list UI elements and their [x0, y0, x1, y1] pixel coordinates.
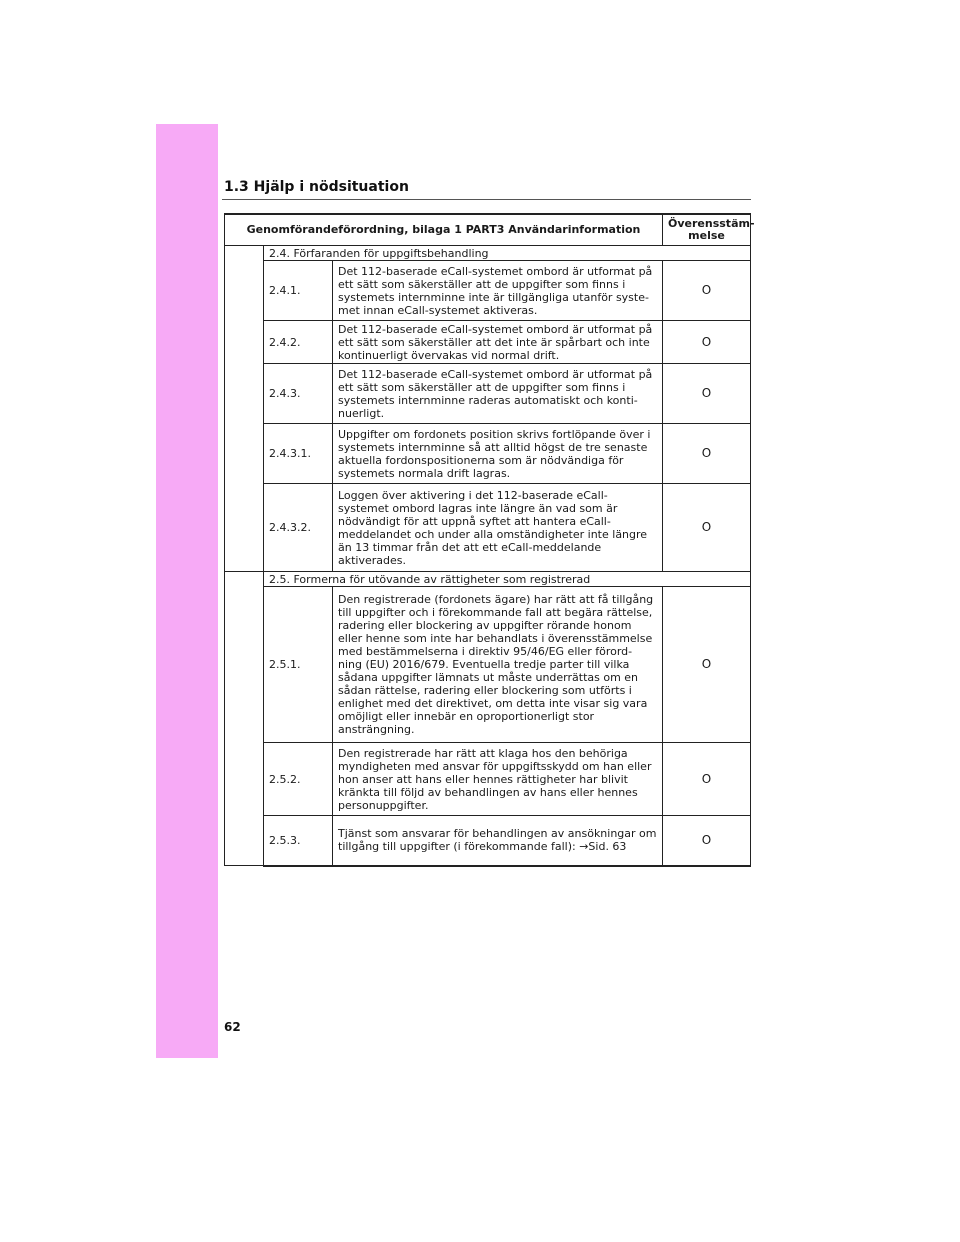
row-conformity: O [663, 816, 751, 866]
row-number: 2.5.1. [264, 587, 333, 743]
row-text: Det 112-baserade eCall-systemet ombord är utformat på ett sätt som säkerställer att de uppgifter som finns i systemets internminne raderas automatiskt och konti- nuerligt. [333, 364, 663, 424]
row-text: Den registrerade har rätt att klaga hos den behöriga myndigheten med ansvar för uppgiftsskydd om han eller hon anser att hans eller hennes rättigheter har blivit kränkta till följd av behandlingen av hans eller hennes personuppgifter. [333, 743, 663, 816]
row-text: Det 112-baserade eCall-systemet ombord är utformat på ett sätt som säkerställer att de uppgifter som finns i systemets internminne inte är tillgängliga utanför syste- met innan eCall-systemet aktiveras. [333, 261, 663, 321]
table-row [225, 261, 751, 321]
row-conformity: O [663, 424, 751, 484]
row-conformity: O [663, 261, 751, 321]
row-number: 2.5.3. [264, 816, 333, 866]
table-row [225, 587, 751, 743]
group-indent-cell [225, 572, 264, 866]
row-number: 2.4.3.2. [264, 484, 333, 572]
table-row [225, 743, 751, 816]
row-text: Tjänst som ansvarar för behandlingen av ansökningar om tillgång till uppgifter (i förekommande fall): →Sid. 63 [333, 816, 663, 866]
group-heading: 2.5. Formerna för utövande av rättigheter som registrerad [264, 572, 751, 587]
row-number: 2.4.3.1. [264, 424, 333, 484]
group-heading: 2.4. Förfaranden för uppgiftsbehandling [264, 246, 751, 261]
section-title: 1.3 Hjälp i nödsituation [224, 179, 409, 195]
row-number: 2.4.1. [264, 261, 333, 321]
table-row [225, 484, 751, 572]
title-divider [222, 199, 751, 200]
row-conformity: O [663, 364, 751, 424]
conformity-table [224, 213, 755, 867]
row-text: Det 112-baserade eCall-systemet ombord är utformat på ett sätt som säkerställer att det inte är spårbart och inte kontinuerligt övervakas vid normal drift. [333, 321, 663, 364]
row-text: Den registrerade (fordonets ägare) har rätt att få tillgång till uppgifter och i förekommande fall att begära rättelse, radering eller blockering av uppgifter rörande honom eller henne som inte har behandlats i överensstämmelse med bestämmelserna i direktiv 95/46/EG eller förord- ning (EU) 2016/679. Eventuella tredje parter till vilka sådana uppgifter lämnats ut måste underrättas om en sådan rättelse, radering eller blockering som utförts i enlighet med det direktivet, om detta inte visar sig vara omöjligt eller innebär en oproportionerligt stor ansträngning. [333, 587, 663, 743]
header-regulation: Genomförandeförordning, bilaga 1 PART3 Användarinformation [225, 214, 663, 246]
row-number: 2.4.3. [264, 364, 333, 424]
group-heading-row [225, 572, 751, 587]
table-row [225, 321, 751, 364]
group-heading-row [225, 246, 751, 261]
row-number: 2.4.2. [264, 321, 333, 364]
chapter-side-tab [156, 124, 218, 1058]
header-conformity: Överensstäm- melse [663, 214, 751, 246]
page-number: 62 [224, 1020, 241, 1034]
row-number: 2.5.2. [264, 743, 333, 816]
table-row [225, 424, 751, 484]
table-header-row [225, 214, 751, 246]
table-row [225, 816, 751, 866]
row-conformity: O [663, 743, 751, 816]
row-conformity: O [663, 484, 751, 572]
row-conformity: O [663, 321, 751, 364]
row-conformity: O [663, 587, 751, 743]
table-row [225, 364, 751, 424]
group-indent-cell [225, 246, 264, 572]
row-text: Uppgifter om fordonets position skrivs fortlöpande över i systemets internminne så att alltid högst de tre senaste aktuella fordonspositionerna som är nödvändiga för systemets normala drift lagras. [333, 424, 663, 484]
row-text: Loggen över aktivering i det 112-baserade eCall- systemet ombord lagras inte längre än vad som är nödvändigt för att uppnå syftet att hantera eCall- meddelandet och under alla omständigheter inte längre än 13 timmar från det att ett eCall-meddelande aktiverades. [333, 484, 663, 572]
